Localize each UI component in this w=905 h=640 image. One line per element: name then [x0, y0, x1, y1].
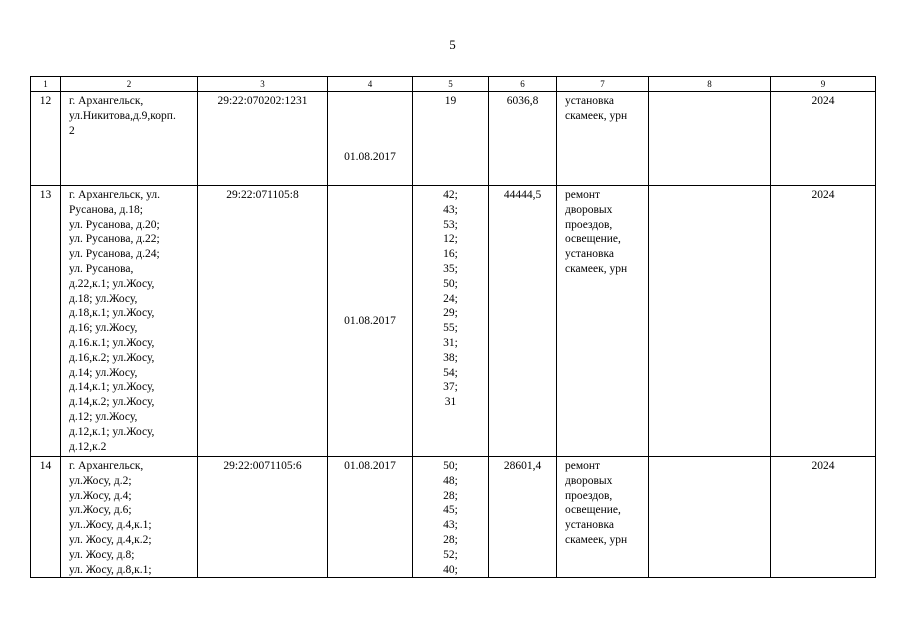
year-cell: 2024	[771, 186, 876, 457]
cell-line: 52;	[443, 548, 458, 561]
cell-line: 38;	[443, 351, 458, 364]
improvement-table	[30, 76, 876, 578]
works-cell	[557, 92, 649, 186]
column-number-6: 6	[489, 77, 557, 92]
residents-cell	[413, 92, 489, 186]
cell-line: 43;	[443, 203, 458, 216]
area-cell: 44444,5	[489, 186, 557, 457]
cell-line: 55;	[443, 322, 458, 335]
column-number-7: 7	[557, 77, 649, 92]
cell-line: 54;	[443, 366, 458, 379]
area-cell: 6036,8	[489, 92, 557, 186]
residents-cell	[413, 457, 489, 578]
cadastral-number: 29:22:070202:1231	[198, 92, 328, 186]
cell-line: ул.Никитова,д.9,корп.	[69, 109, 176, 122]
row-number: 14	[31, 457, 61, 578]
cell-line: скамеек, урн	[565, 262, 628, 275]
column-number-1: 1	[31, 77, 61, 92]
cell-line: ул.Жосу, д.6;	[69, 504, 132, 517]
date-cell: 01.08.2017	[328, 92, 413, 186]
year-cell: 2024	[771, 457, 876, 578]
date-cell: 01.08.2017	[328, 186, 413, 457]
cell-line: ремонт	[565, 189, 601, 201]
address-cell	[61, 186, 198, 457]
cell-line: д.18; ул.Жосу,	[69, 292, 138, 305]
cell-line: дворовых	[565, 203, 613, 216]
cell-line: дворовых	[565, 474, 613, 487]
cell-line: д.16.к.1; ул.Жосу,	[69, 336, 155, 349]
column-number-9: 9	[771, 77, 876, 92]
cell-line: ул.Жосу, д.4;	[69, 489, 132, 502]
cell-line: г. Архангельск,	[69, 95, 144, 107]
cell-line: ул. Русанова,	[69, 262, 134, 275]
row-number: 12	[31, 92, 61, 186]
table-row	[31, 92, 876, 186]
cell-line: ремонт	[565, 460, 601, 472]
cell-line: д.12,к.1; ул.Жосу,	[69, 425, 155, 438]
column-number-4: 4	[328, 77, 413, 92]
year-cell: 2024	[771, 92, 876, 186]
cell-line: ул. Жосу, д.8;	[69, 548, 135, 561]
column-number-row	[31, 77, 876, 92]
cell-line: установка	[565, 95, 614, 107]
column-number-3: 3	[198, 77, 328, 92]
cell-line: г. Архангельск, ул.	[69, 189, 161, 201]
cell-line: д.16,к.2; ул.Жосу,	[69, 351, 155, 364]
cell-line: 31	[444, 396, 457, 409]
cell-line: проездов,	[565, 218, 613, 231]
cell-line: 28;	[443, 533, 458, 546]
cell-line: 16;	[443, 248, 458, 261]
cell-line: д.12,к.2	[69, 440, 107, 453]
column-number-2: 2	[61, 77, 198, 92]
works-cell	[557, 457, 649, 578]
table-row	[31, 186, 876, 457]
works-cell	[557, 186, 649, 457]
cell-line: ул. Жосу, д.4,к.2;	[69, 533, 152, 546]
cadastral-number: 29:22:071105:8	[198, 186, 328, 457]
cell-line: ул. Русанова, д.24;	[69, 248, 160, 261]
cell-line: 42;	[443, 189, 458, 201]
cell-line: Русанова, д.18;	[69, 203, 143, 216]
cell-line: ул. Русанова, д.22;	[69, 233, 160, 246]
page-number: 5	[449, 37, 456, 52]
table-row	[31, 457, 876, 578]
cell-line: д.14,к.2; ул.Жосу,	[69, 396, 155, 409]
cell-line: 2	[69, 124, 75, 137]
date-cell: 01.08.2017	[328, 457, 413, 578]
empty-cell	[649, 457, 771, 578]
empty-cell	[649, 186, 771, 457]
area-cell: 28601,4	[489, 457, 557, 578]
cell-line: скамеек, урн	[565, 533, 628, 546]
cell-line: д.18,к.1; ул.Жосу,	[69, 307, 155, 320]
cell-line: 48;	[443, 474, 458, 487]
cell-line: д.16; ул.Жосу,	[69, 322, 138, 335]
cell-line: 28;	[443, 489, 458, 502]
cell-line: 53;	[443, 218, 458, 231]
cell-line: освещение,	[565, 504, 621, 517]
cell-line: ул..Жосу, д.4,к.1;	[69, 519, 152, 532]
cell-line: 35;	[443, 262, 458, 275]
column-number-5: 5	[413, 77, 489, 92]
cell-line: установка	[565, 519, 614, 532]
cell-line: д.22,к.1; ул.Жосу,	[69, 277, 155, 290]
cell-line: д.14,к.1; ул.Жосу,	[69, 381, 155, 394]
cell-line: 50;	[443, 277, 458, 290]
cell-line: ул. Русанова, д.20;	[69, 218, 160, 231]
cell-line: проездов,	[565, 489, 613, 502]
cell-line: 24;	[443, 292, 458, 305]
cell-line: 43;	[443, 519, 458, 532]
cell-line: 29;	[443, 307, 458, 320]
cell-line: 31;	[443, 336, 458, 349]
cell-line: д.12; ул.Жосу,	[69, 410, 138, 423]
cell-line: ул. Жосу, д.8,к.1;	[69, 563, 152, 576]
cell-line: скамеек, урн	[565, 109, 628, 122]
cell-line: 12;	[443, 233, 458, 246]
cell-line: 50;	[443, 460, 458, 472]
cell-line: 40;	[443, 563, 458, 576]
empty-cell	[649, 92, 771, 186]
residents-cell	[413, 186, 489, 457]
cell-line: 37;	[443, 381, 458, 394]
address-cell	[61, 457, 198, 578]
column-number-8: 8	[649, 77, 771, 92]
cell-line: г. Архангельск,	[69, 460, 144, 472]
cell-line: 45;	[443, 504, 458, 517]
row-number: 13	[31, 186, 61, 457]
cell-line: установка	[565, 248, 614, 261]
cell-line: освещение,	[565, 233, 621, 246]
cadastral-number: 29:22:0071105:6	[198, 457, 328, 578]
cell-line: 19	[444, 95, 457, 107]
cell-line: д.14; ул.Жосу,	[69, 366, 138, 379]
address-cell	[61, 92, 198, 186]
cell-line: ул.Жосу, д.2;	[69, 474, 132, 487]
